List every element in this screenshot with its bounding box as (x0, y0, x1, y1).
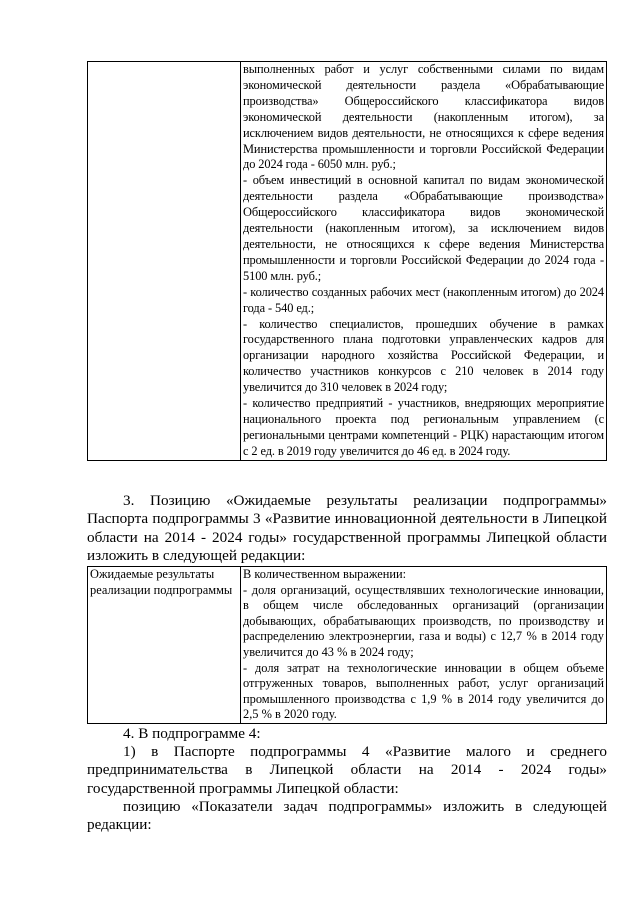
table-cell-label: Ожидаемые результаты реализации подпрограммы (88, 567, 241, 724)
result-item: - объем инвестиций в основной капитал по видам экономической деятельности раздела «Обрабатывающие производства» Общероссийского классификатора видов экономической деятельности (накопленным итогом), за исключением видов деятельности, не относящихся к сфере ведения Министерства промышленности и торговли Российской Федерации до 2024 года - 5100 млн. руб.; (243, 173, 604, 283)
table-row (88, 62, 607, 461)
table-row (88, 567, 607, 724)
result-item: - доля затрат на технологические инновации в общем объеме отгруженных товаров, выполненных работ, услуг организаций промышленного производства с 1,9 % в 2014 году увеличится до 2,5 % в 2020 году. (243, 660, 604, 722)
result-item: - количество предприятий - участников, внедряющих мероприятие национального проекта под региональным управлением (с региональными центрами компетенций - РЦК) нарастающим итогом с 2 ед. в 2019 году увеличится до 46 ед. в 2024 году. (243, 396, 604, 458)
paragraph-4-2: позицию «Показатели задач подпрограммы» изложить в следующей редакции: (87, 798, 607, 834)
table-cell-label (88, 62, 241, 461)
paragraph-4: 4. В подпрограмме 4: (123, 725, 261, 742)
result-item: - количество созданных рабочих мест (накопленным итогом) до 2024 года - 540 ед.; (243, 284, 604, 315)
paragraph-4-1: 1) в Паспорте подпрограммы 4 «Развитие малого и среднего предпринимательства в Липецкой области на 2014 - 2024 годы» государственной программы Липецкой области: (87, 743, 607, 797)
table-cell-results (241, 62, 607, 461)
table-cell-results (241, 567, 607, 724)
result-item: - количество специалистов, прошедших обучение в рамках государственного плана подготовки управленческих кадров для организации народного хозяйства Российской Федерации, и количество участников конкурсов с 210 человек в 2014 году увеличится до 310 человек в 2024 году; (243, 316, 604, 395)
result-item: выполненных работ и услуг собственными силами по видам экономической деятельности раздела «Обрабатывающие производства» Общероссийского классификатора видов экономической деятельности (накопленным итогом), за исключением видов деятельности, не относящихся к сфере ведения Министерства промышленности и торговли Российской Федерации до 2024 года - 6050 млн. руб.; (243, 62, 604, 172)
passport-table-fragment (87, 61, 607, 461)
expected-results-table (87, 566, 607, 724)
paragraph-3: 3. Позицию «Ожидаемые результаты реализации подпрограммы» Паспорта подпрограммы 3 «Развитие инновационной деятельности в Липецкой области на 2014 - 2024 годы» государственной программы Липецкой области изложить в следующей редакции: (87, 492, 607, 564)
result-item: - доля организаций, осуществлявших технологические инновации, в общем числе обследованных организаций (организации добывающих, обрабатывающих производств, по производству и распределению электроэнергии, газа и воды) с 12,7 % в 2014 году увеличится до 43 % в 2024 году; (243, 582, 604, 659)
results-intro: В количественном выражении: (243, 567, 407, 581)
